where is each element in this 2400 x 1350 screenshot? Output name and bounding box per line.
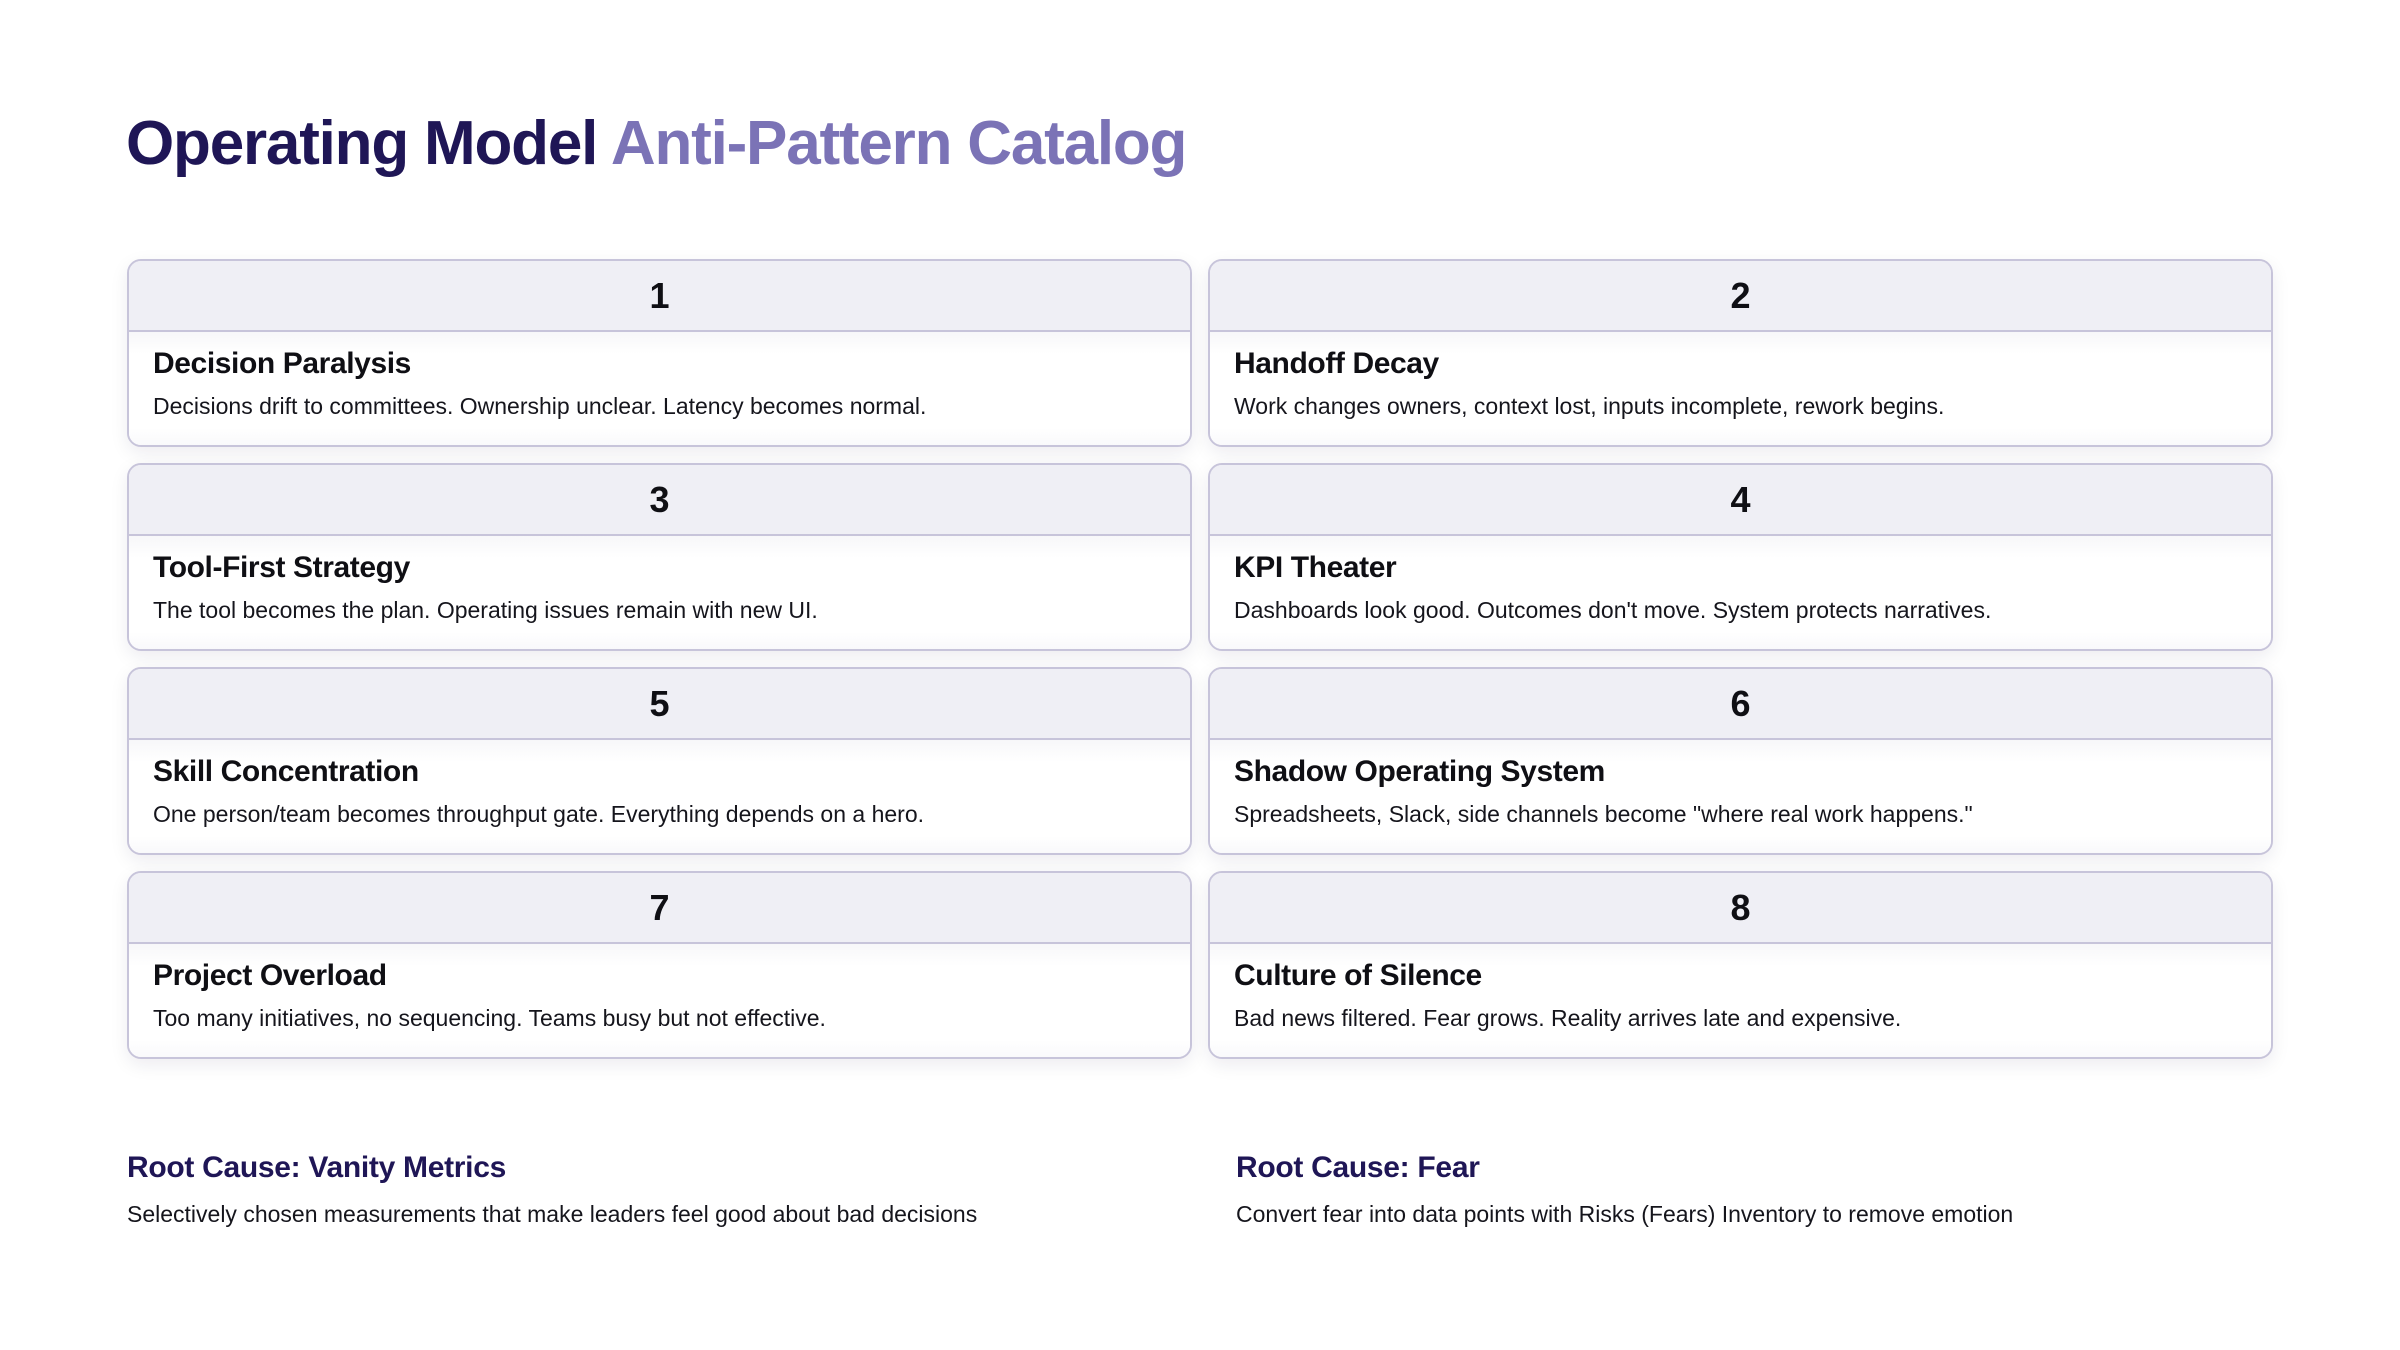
card-description: Decisions drift to committees. Ownership unclear. Latency becomes normal. xyxy=(153,393,927,419)
card-body xyxy=(129,740,1190,853)
anti-pattern-card-6 xyxy=(1208,667,2273,855)
anti-pattern-card-4 xyxy=(1208,463,2273,651)
root-cause-fear xyxy=(1236,1148,2236,1230)
card-number: 3 xyxy=(129,465,1190,536)
card-description: The tool becomes the plan. Operating issues remain with new UI. xyxy=(153,597,818,623)
card-description: Dashboards look good. Outcomes don't move. System protects narratives. xyxy=(1234,597,1992,623)
card-description: Spreadsheets, Slack, side channels become "where real work happens." xyxy=(1234,801,1973,827)
card-body xyxy=(1210,536,2271,649)
page-title xyxy=(126,104,1186,184)
root-cause-title: Root Cause: Vanity Metrics xyxy=(127,1151,506,1184)
root-cause-description: Selectively chosen measurements that make leaders feel good about bad decisions xyxy=(127,1201,978,1227)
page-title-accent: Anti-Pattern Catalog xyxy=(610,109,1187,178)
anti-pattern-card-5 xyxy=(127,667,1192,855)
page-title-primary: Operating Model xyxy=(126,109,598,178)
anti-pattern-grid xyxy=(127,259,2273,1059)
anti-pattern-card-3 xyxy=(127,463,1192,651)
card-number: 5 xyxy=(129,669,1190,740)
card-body xyxy=(129,332,1190,445)
anti-pattern-card-8 xyxy=(1208,871,2273,1059)
anti-pattern-card-1 xyxy=(127,259,1192,447)
card-title: Shadow Operating System xyxy=(1234,755,1605,788)
card-title: Handoff Decay xyxy=(1234,347,1439,380)
card-title: Project Overload xyxy=(153,959,387,992)
card-body xyxy=(129,944,1190,1057)
root-cause-description: Convert fear into data points with Risks (Fears) Inventory to remove emotion xyxy=(1236,1201,2014,1227)
card-title: Decision Paralysis xyxy=(153,347,411,380)
card-description: Bad news filtered. Fear grows. Reality arrives late and expensive. xyxy=(1234,1005,1902,1031)
card-number: 4 xyxy=(1210,465,2271,536)
card-body xyxy=(1210,944,2271,1057)
card-number: 2 xyxy=(1210,261,2271,332)
card-title: KPI Theater xyxy=(1234,551,1397,584)
card-number: 6 xyxy=(1210,669,2271,740)
card-number: 1 xyxy=(129,261,1190,332)
card-number: 7 xyxy=(129,873,1190,944)
card-description: Too many initiatives, no sequencing. Teams busy but not effective. xyxy=(153,1005,826,1031)
card-number: 8 xyxy=(1210,873,2271,944)
root-cause-title: Root Cause: Fear xyxy=(1236,1151,1480,1184)
card-body xyxy=(1210,332,2271,445)
card-body xyxy=(129,536,1190,649)
card-description: One person/team becomes throughput gate. Everything depends on a hero. xyxy=(153,801,925,827)
anti-pattern-card-7 xyxy=(127,871,1192,1059)
root-cause-vanity-metrics xyxy=(127,1148,1127,1230)
card-title: Tool-First Strategy xyxy=(153,551,410,584)
card-body xyxy=(1210,740,2271,853)
card-title: Culture of Silence xyxy=(1234,959,1482,992)
card-description: Work changes owners, context lost, inputs incomplete, rework begins. xyxy=(1234,393,1945,419)
anti-pattern-card-2 xyxy=(1208,259,2273,447)
card-title: Skill Concentration xyxy=(153,755,419,788)
